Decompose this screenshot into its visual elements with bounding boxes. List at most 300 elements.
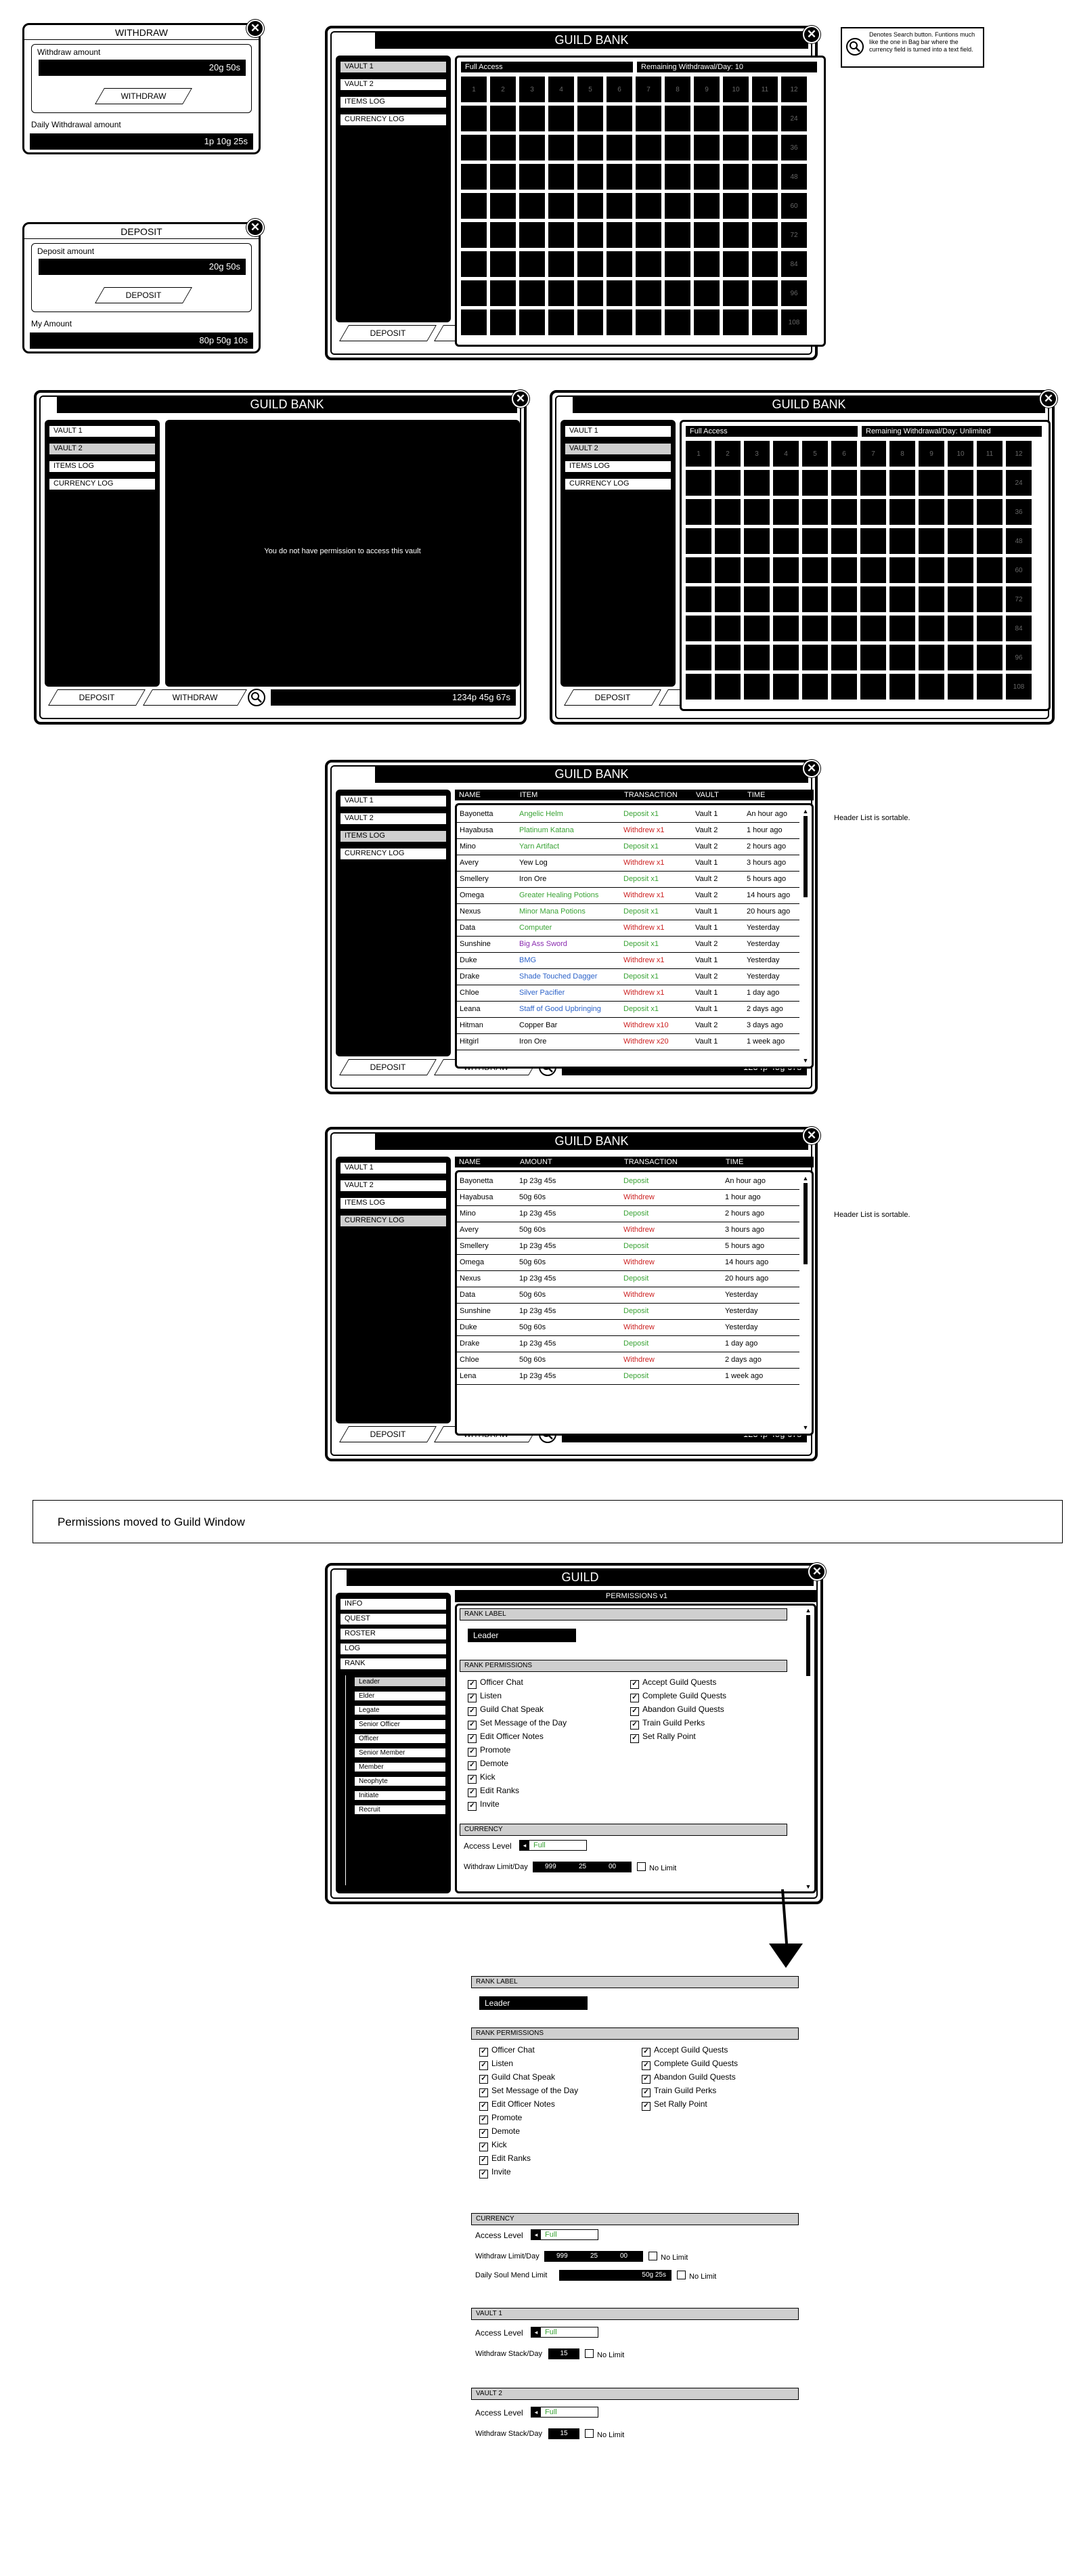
rank-item-officer[interactable]: Officer (354, 1734, 446, 1744)
vault-slot[interactable] (744, 528, 770, 554)
vault-slot[interactable] (490, 222, 516, 248)
vault-slot[interactable] (548, 280, 574, 306)
permission-checkbox[interactable] (468, 1718, 567, 1730)
vault-slot[interactable] (694, 280, 720, 306)
deposit-button[interactable] (339, 1059, 437, 1075)
vault-slot[interactable]: 2 (715, 441, 741, 467)
vault-slot[interactable] (977, 499, 1003, 525)
vault-slot[interactable] (490, 309, 516, 335)
vault-slot[interactable] (607, 193, 632, 219)
vault-slot[interactable] (490, 193, 516, 219)
table-row[interactable] (457, 1222, 799, 1239)
vault-slot[interactable] (519, 222, 545, 248)
vault-slot[interactable] (831, 470, 857, 496)
close-icon[interactable]: ✕ (246, 20, 264, 37)
nav-item-items-log[interactable]: ITEMS LOG (340, 96, 447, 108)
close-icon[interactable]: ✕ (803, 26, 820, 43)
scroll-up-icon[interactable]: ▲ (802, 808, 809, 815)
permission-checkbox[interactable] (479, 2126, 520, 2138)
vault-slot[interactable] (889, 499, 915, 525)
permission-checkbox[interactable] (642, 2099, 707, 2111)
permission-checkbox[interactable] (468, 1732, 544, 1743)
table-row[interactable] (457, 888, 799, 904)
vault-slot[interactable] (977, 616, 1003, 641)
vault-slot[interactable] (519, 309, 545, 335)
vault-slot[interactable] (686, 674, 711, 700)
vault-slot[interactable]: 9 (919, 441, 944, 467)
vault-slot[interactable] (686, 586, 711, 612)
vault-slot[interactable] (490, 164, 516, 190)
vault-slot[interactable] (686, 616, 711, 641)
vault-slot[interactable]: 36 (781, 135, 807, 160)
vault-slot[interactable] (977, 674, 1003, 700)
table-row[interactable] (457, 985, 799, 1002)
scroll-down-icon[interactable]: ▼ (802, 1424, 809, 1431)
vault-slot[interactable] (607, 222, 632, 248)
vault-slot[interactable] (665, 164, 690, 190)
nav-item-vault-1[interactable]: VAULT 1 (340, 61, 447, 73)
access-level-dropdown[interactable] (531, 2327, 598, 2338)
vault-slot[interactable] (860, 616, 886, 641)
table-row[interactable] (457, 904, 799, 920)
vault-slot[interactable] (607, 135, 632, 160)
vault-slot[interactable] (802, 499, 828, 525)
table-row[interactable] (457, 969, 799, 985)
deposit-button[interactable] (48, 689, 146, 706)
table-row[interactable] (457, 1206, 799, 1222)
vault-slot[interactable] (802, 645, 828, 670)
no-limit-checkbox[interactable] (585, 2349, 624, 2359)
table-row[interactable] (457, 1369, 799, 1385)
close-icon[interactable]: ✕ (808, 1563, 826, 1581)
vault-slot[interactable] (744, 586, 770, 612)
vault-slot[interactable] (461, 280, 487, 306)
vault-slot[interactable] (860, 674, 886, 700)
nav-item-vault-2[interactable]: VAULT 2 (340, 813, 447, 825)
guild-nav-roster[interactable]: ROSTER (340, 1628, 447, 1640)
permission-checkbox[interactable] (479, 2113, 522, 2124)
vault-slot[interactable]: 5 (577, 77, 603, 102)
vault-slot[interactable] (773, 674, 799, 700)
vault-slot[interactable] (977, 645, 1003, 670)
withdraw-button[interactable]: WITHDRAW (95, 88, 192, 104)
vault-slot[interactable] (607, 164, 632, 190)
vault-slot[interactable] (461, 251, 487, 277)
vault-slot[interactable] (461, 164, 487, 190)
vault-slot[interactable] (802, 528, 828, 554)
guild-nav-log[interactable]: LOG (340, 1643, 447, 1655)
vault-slot[interactable] (715, 499, 741, 525)
vault-slot[interactable] (919, 586, 944, 612)
vault-slot[interactable] (461, 135, 487, 160)
guild-nav-info[interactable]: INFO (340, 1598, 447, 1610)
vault-slot[interactable] (548, 106, 574, 131)
vault-slot[interactable] (490, 251, 516, 277)
vault-slot[interactable] (860, 499, 886, 525)
nav-item-currency-log[interactable]: CURRENCY LOG (340, 114, 447, 126)
vault-slot[interactable] (773, 616, 799, 641)
vault-slot[interactable] (548, 309, 574, 335)
vault-slot[interactable] (636, 164, 661, 190)
vault-slot[interactable] (977, 470, 1003, 496)
permission-checkbox[interactable] (642, 2045, 728, 2057)
vault-slot[interactable]: 9 (694, 77, 720, 102)
rank-item-elder[interactable]: Elder (354, 1691, 446, 1701)
scroll-thumb[interactable] (806, 1615, 810, 1676)
no-limit-checkbox[interactable] (648, 2252, 688, 2262)
rank-item-senior-officer[interactable]: Senior Officer (354, 1719, 446, 1730)
vault-slot[interactable] (577, 193, 603, 219)
vault-slot[interactable] (636, 309, 661, 335)
vault-slot[interactable] (548, 251, 574, 277)
scroll-thumb[interactable] (803, 1183, 808, 1264)
permission-checkbox[interactable] (468, 1691, 502, 1702)
table-row[interactable] (457, 823, 799, 839)
vault-slot[interactable] (723, 309, 749, 335)
deposit-button[interactable] (339, 325, 437, 341)
vault-slot[interactable] (860, 645, 886, 670)
rank-item-initiate[interactable]: Initiate (354, 1790, 446, 1801)
scrollbar[interactable] (805, 1607, 812, 1890)
rank-label-input[interactable]: Leader (479, 1996, 588, 2010)
vault-slot[interactable] (831, 645, 857, 670)
vault-slot[interactable] (665, 251, 690, 277)
nav-item-vault-1[interactable]: VAULT 1 (49, 425, 156, 437)
vault-slot[interactable] (577, 309, 603, 335)
scrollbar[interactable] (802, 808, 809, 1064)
nav-item-vault-2[interactable]: VAULT 2 (565, 443, 671, 455)
rank-label-input[interactable]: Leader (468, 1629, 576, 1642)
vault-slot[interactable] (948, 674, 973, 700)
vault-slot[interactable] (831, 674, 857, 700)
table-row[interactable] (457, 872, 799, 888)
vault-slot[interactable]: 84 (1006, 616, 1032, 641)
vault-slot[interactable]: 8 (889, 441, 915, 467)
vault-slot[interactable] (607, 280, 632, 306)
permission-checkbox[interactable] (642, 2086, 716, 2097)
access-level-dropdown[interactable] (519, 1840, 587, 1851)
vault-slot[interactable] (744, 470, 770, 496)
table-row[interactable] (457, 855, 799, 872)
vault-slot[interactable]: 108 (781, 309, 807, 335)
vault-slot[interactable]: 24 (781, 106, 807, 131)
vault-slot[interactable] (694, 164, 720, 190)
vault-slot[interactable] (773, 645, 799, 670)
vault-slot[interactable] (686, 499, 711, 525)
nav-item-items-log[interactable]: ITEMS LOG (340, 1197, 447, 1209)
vault-slot[interactable] (773, 586, 799, 612)
nav-item-vault-1[interactable]: VAULT 1 (565, 425, 671, 437)
vault-slot[interactable]: 10 (948, 441, 973, 467)
vault-slot[interactable] (889, 557, 915, 583)
vault-slot[interactable] (831, 586, 857, 612)
vault-slot[interactable] (752, 106, 778, 131)
permission-checkbox[interactable] (642, 2059, 738, 2070)
vault-slot[interactable] (948, 645, 973, 670)
nav-item-vault-2[interactable]: VAULT 2 (340, 79, 447, 91)
scroll-up-icon[interactable]: ▲ (802, 1175, 809, 1182)
vault-slot[interactable] (948, 470, 973, 496)
sort-header-amount[interactable]: AMOUNT (520, 1158, 552, 1166)
vault-slot[interactable] (607, 251, 632, 277)
vault-slot[interactable] (919, 528, 944, 554)
vault-slot[interactable] (577, 135, 603, 160)
deposit-amount-field[interactable]: 20g 50s (39, 259, 246, 275)
vault-slot[interactable] (636, 106, 661, 131)
permission-checkbox[interactable] (479, 2140, 507, 2151)
permission-checkbox[interactable] (468, 1772, 496, 1784)
vault-slot[interactable] (665, 106, 690, 131)
table-row[interactable] (457, 1287, 799, 1304)
close-icon[interactable]: ✕ (512, 390, 529, 408)
vault-slot[interactable] (723, 135, 749, 160)
vault-slot[interactable]: 4 (548, 77, 574, 102)
vault-slot[interactable]: 8 (665, 77, 690, 102)
rank-item-leader[interactable]: Leader (354, 1677, 446, 1687)
vault-slot[interactable] (723, 280, 749, 306)
vault-slot[interactable] (548, 193, 574, 219)
vault-slot[interactable] (919, 645, 944, 670)
vault-slot[interactable]: 3 (744, 441, 770, 467)
vault-slot[interactable] (694, 251, 720, 277)
vault-slot[interactable] (519, 164, 545, 190)
vault-slot[interactable] (665, 222, 690, 248)
withdraw-limit-field[interactable] (544, 2251, 643, 2262)
vault-slot[interactable] (519, 193, 545, 219)
vault-slot[interactable]: 7 (636, 77, 661, 102)
table-row[interactable] (457, 1352, 799, 1369)
no-limit-checkbox[interactable] (585, 2429, 624, 2439)
nav-item-currency-log[interactable]: CURRENCY LOG (340, 1215, 447, 1227)
vault-slot[interactable] (715, 616, 741, 641)
vault-slot[interactable] (715, 528, 741, 554)
vault-slot[interactable] (548, 135, 574, 160)
vault-slot[interactable] (948, 616, 973, 641)
permission-checkbox[interactable] (479, 2072, 555, 2084)
vault-slot[interactable] (715, 645, 741, 670)
vault-slot[interactable]: 72 (1006, 586, 1032, 612)
scroll-down-icon[interactable]: ▼ (805, 1883, 812, 1890)
vault-slot[interactable]: 12 (781, 77, 807, 102)
guild-nav-quest[interactable]: QUEST (340, 1613, 447, 1625)
nav-item-currency-log[interactable]: CURRENCY LOG (340, 848, 447, 860)
vault-slot[interactable]: 7 (860, 441, 886, 467)
vault-slot[interactable] (607, 106, 632, 131)
withdraw-amount-field[interactable]: 20g 50s (39, 60, 246, 76)
table-row[interactable] (457, 1002, 799, 1018)
permission-checkbox[interactable] (468, 1677, 523, 1689)
permission-checkbox[interactable] (468, 1799, 500, 1811)
rank-item-recruit[interactable]: Recruit (354, 1805, 446, 1815)
vault-slot[interactable] (831, 557, 857, 583)
withdraw-button[interactable] (143, 689, 247, 706)
sort-header-vault[interactable]: VAULT (696, 791, 719, 799)
nav-item-items-log[interactable]: ITEMS LOG (49, 460, 156, 473)
permission-checkbox[interactable] (468, 1704, 544, 1716)
table-row[interactable] (457, 1018, 799, 1034)
vault-slot[interactable] (686, 470, 711, 496)
vault-slot[interactable] (889, 674, 915, 700)
vault-slot[interactable] (831, 616, 857, 641)
permission-checkbox[interactable] (630, 1677, 716, 1689)
vault-slot[interactable] (665, 135, 690, 160)
scroll-thumb[interactable] (803, 816, 808, 897)
vault-slot[interactable] (773, 470, 799, 496)
vault-slot[interactable]: 10 (723, 77, 749, 102)
vault-slot[interactable] (665, 193, 690, 219)
access-level-dropdown[interactable] (531, 2229, 598, 2240)
vault-slot[interactable] (636, 193, 661, 219)
vault-slot[interactable] (802, 674, 828, 700)
nav-item-vault-1[interactable]: VAULT 1 (340, 795, 447, 807)
scrollbar[interactable] (802, 1175, 809, 1431)
vault-slot[interactable] (694, 222, 720, 248)
vault-slot[interactable]: 96 (781, 280, 807, 306)
vault-slot[interactable] (723, 193, 749, 219)
vault-slot[interactable] (636, 280, 661, 306)
scroll-down-icon[interactable]: ▼ (802, 1057, 809, 1064)
vault-slot[interactable] (490, 135, 516, 160)
vault-slot[interactable] (752, 309, 778, 335)
rank-item-senior-member[interactable]: Senior Member (354, 1748, 446, 1758)
table-row[interactable] (457, 1304, 799, 1320)
vault-slot[interactable] (686, 645, 711, 670)
close-icon[interactable]: ✕ (1040, 390, 1057, 408)
deposit-button[interactable]: DEPOSIT (95, 287, 192, 303)
vault-slot[interactable] (948, 499, 973, 525)
vault-slot[interactable]: 48 (781, 164, 807, 190)
vault-slot[interactable] (723, 251, 749, 277)
vault-slot[interactable]: 24 (1006, 470, 1032, 496)
permission-checkbox[interactable] (479, 2153, 531, 2165)
vault-slot[interactable] (461, 106, 487, 131)
vault-slot[interactable] (752, 135, 778, 160)
search-icon[interactable] (248, 689, 265, 706)
vault-slot[interactable] (773, 499, 799, 525)
permission-checkbox[interactable] (479, 2086, 578, 2097)
vault-slot[interactable] (519, 106, 545, 131)
vault-slot[interactable]: 60 (1006, 557, 1032, 583)
vault-slot[interactable] (519, 135, 545, 160)
table-row[interactable] (457, 1190, 799, 1206)
vault-slot[interactable] (577, 280, 603, 306)
permission-checkbox[interactable] (479, 2099, 555, 2111)
vault-slot[interactable] (577, 164, 603, 190)
vault-slot[interactable]: 6 (831, 441, 857, 467)
vault-slot[interactable] (744, 645, 770, 670)
vault-slot[interactable] (686, 528, 711, 554)
vault-slot[interactable]: 11 (977, 441, 1003, 467)
permission-checkbox[interactable] (479, 2045, 535, 2057)
permission-checkbox[interactable] (468, 1759, 508, 1770)
sort-header-time[interactable]: TIME (747, 791, 766, 799)
vault-slot[interactable] (889, 616, 915, 641)
vault-slot[interactable] (948, 528, 973, 554)
withdraw-stack-field[interactable]: 15 (548, 2428, 579, 2439)
close-icon[interactable]: ✕ (803, 760, 820, 777)
permission-checkbox[interactable] (630, 1691, 726, 1702)
vault-slot[interactable]: 1 (461, 77, 487, 102)
vault-slot[interactable] (694, 106, 720, 131)
vault-slot[interactable] (723, 106, 749, 131)
vault-slot[interactable] (744, 499, 770, 525)
withdraw-stack-field[interactable]: 15 (548, 2348, 579, 2359)
vault-slot[interactable]: 96 (1006, 645, 1032, 670)
permission-checkbox[interactable] (630, 1718, 705, 1730)
permission-checkbox[interactable] (468, 1786, 519, 1797)
access-level-dropdown[interactable] (531, 2407, 598, 2418)
vault-slot[interactable] (919, 557, 944, 583)
table-row[interactable] (457, 953, 799, 969)
vault-slot[interactable] (744, 557, 770, 583)
vault-slot[interactable] (665, 280, 690, 306)
vault-slot[interactable] (802, 470, 828, 496)
vault-slot[interactable] (889, 528, 915, 554)
vault-slot[interactable] (752, 222, 778, 248)
vault-slot[interactable] (723, 222, 749, 248)
rank-item-neophyte[interactable]: Neophyte (354, 1776, 446, 1786)
vault-slot[interactable]: 11 (752, 77, 778, 102)
vault-slot[interactable] (919, 470, 944, 496)
vault-slot[interactable] (715, 586, 741, 612)
no-limit-checkbox[interactable] (677, 2271, 716, 2281)
rank-item-member[interactable]: Member (354, 1762, 446, 1772)
vault-slot[interactable] (461, 222, 487, 248)
nav-item-vault-2[interactable]: VAULT 2 (340, 1180, 447, 1192)
vault-slot[interactable] (715, 674, 741, 700)
nav-item-vault-2[interactable]: VAULT 2 (49, 443, 156, 455)
vault-slot[interactable] (636, 222, 661, 248)
vault-slot[interactable] (860, 557, 886, 583)
table-row[interactable] (457, 839, 799, 855)
vault-slot[interactable]: 60 (781, 193, 807, 219)
sort-header-time[interactable]: TIME (726, 1158, 744, 1166)
table-row[interactable] (457, 1239, 799, 1255)
vault-slot[interactable]: 6 (607, 77, 632, 102)
vault-slot[interactable]: 48 (1006, 528, 1032, 554)
vault-slot[interactable] (694, 309, 720, 335)
close-icon[interactable]: ✕ (803, 1127, 820, 1144)
sort-header-transaction[interactable]: TRANSACTION (624, 791, 678, 799)
permission-checkbox[interactable] (479, 2167, 511, 2178)
sort-header-name[interactable]: NAME (459, 791, 481, 799)
deposit-button[interactable] (339, 1426, 437, 1442)
vault-slot[interactable] (752, 280, 778, 306)
vault-slot[interactable] (636, 135, 661, 160)
sort-header-transaction[interactable]: TRANSACTION (624, 1158, 678, 1166)
vault-slot[interactable] (860, 528, 886, 554)
vault-slot[interactable] (665, 309, 690, 335)
vault-slot[interactable] (752, 164, 778, 190)
vault-slot[interactable] (577, 251, 603, 277)
table-row[interactable] (457, 1174, 799, 1190)
vault-slot[interactable] (461, 309, 487, 335)
vault-slot[interactable]: 72 (781, 222, 807, 248)
scroll-up-icon[interactable]: ▲ (805, 1607, 812, 1614)
permission-checkbox[interactable] (630, 1732, 696, 1743)
vault-slot[interactable] (860, 470, 886, 496)
vault-slot[interactable] (977, 586, 1003, 612)
vault-slot[interactable] (752, 193, 778, 219)
rank-item-legate[interactable]: Legate (354, 1705, 446, 1715)
vault-slot[interactable] (889, 470, 915, 496)
table-row[interactable] (457, 1271, 799, 1287)
vault-slot[interactable] (548, 222, 574, 248)
vault-slot[interactable]: 2 (490, 77, 516, 102)
table-row[interactable] (457, 937, 799, 953)
close-icon[interactable]: ✕ (246, 219, 264, 236)
vault-slot[interactable] (577, 106, 603, 131)
